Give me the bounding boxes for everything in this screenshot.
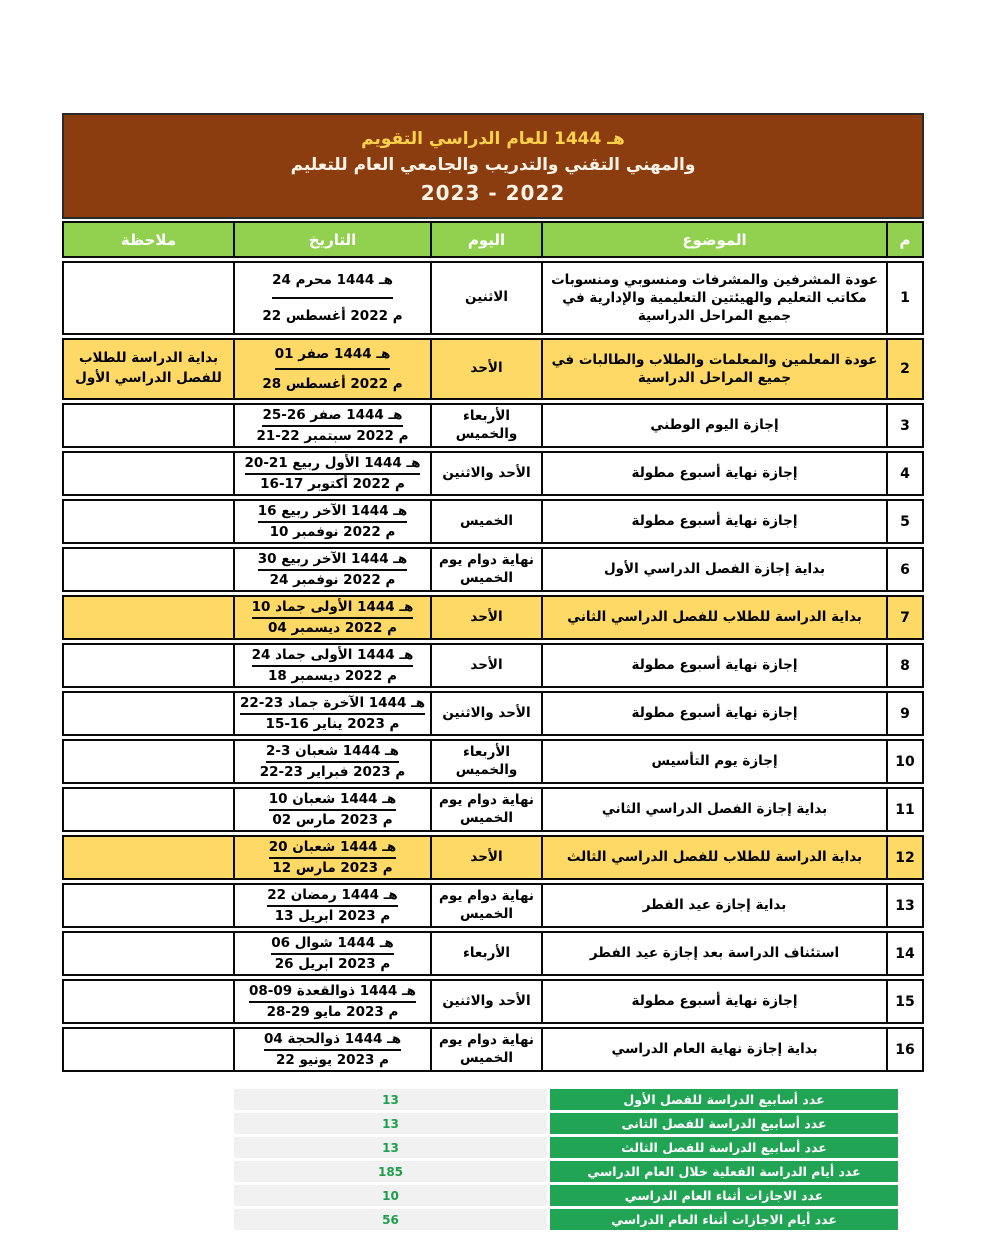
gregorian-date: 24 نوفمبر‎ 2022 م	[269, 572, 396, 589]
date-cell	[233, 885, 430, 926]
row-number: 15	[886, 981, 922, 1022]
day-cell: نهاية دوام يوم الخميس	[430, 885, 541, 926]
note-cell	[64, 645, 233, 686]
page-title: التقويم‎ الدراسي‎ للعام‎ 1444 هـ	[361, 129, 625, 149]
day-cell: الأحد	[430, 340, 541, 398]
subject-cell: إجازة نهاية أسبوع مطولة	[541, 645, 886, 686]
subject-cell: إجازة نهاية أسبوع مطولة	[541, 453, 886, 494]
day-cell: الأحد	[430, 597, 541, 638]
date-cell	[233, 453, 430, 494]
note-cell	[64, 453, 233, 494]
calendar-table	[62, 113, 924, 1233]
subject-cell: إجازة اليوم الوطني	[541, 405, 886, 446]
col-header-date: التاريخ	[233, 223, 430, 256]
summary-row	[234, 1089, 898, 1110]
table-row	[62, 451, 924, 496]
subject-cell: بداية إجازة عيد الفطر	[541, 885, 886, 926]
col-header-num: م	[886, 223, 922, 256]
summary-row	[234, 1113, 898, 1134]
gregorian-date: 28 أغسطس‎ 2022 م	[262, 376, 403, 392]
summary-label: عدد الاجازات أثناء العام الدراسي	[550, 1185, 898, 1206]
summary-value: 10	[234, 1185, 547, 1206]
note-cell: بداية الدراسة للطلاب للفصل الدراسي الأول	[75, 350, 222, 386]
date-cell	[233, 340, 430, 398]
date-cell	[233, 1029, 430, 1070]
hijri-date: 25-26 صفر‎ 1444 هـ	[262, 405, 402, 427]
gregorian-date: 16-17 أكتوبر‎ 2022 م	[260, 476, 405, 493]
summary-row	[234, 1161, 898, 1182]
table-row	[62, 499, 924, 544]
row-number: 11	[886, 789, 922, 830]
gregorian-date: 15-16 يناير‎ 2023 م	[265, 716, 400, 733]
hijri-date: 16 ربيع‎ الآخر‎ 1444 هـ	[258, 501, 408, 523]
day-cell: نهاية دوام يوم الخميس	[430, 789, 541, 830]
row-number: 4	[886, 453, 922, 494]
date-cell	[233, 741, 430, 782]
row-number: 5	[886, 501, 922, 542]
row-number: 16	[886, 1029, 922, 1070]
calendar-rows	[62, 261, 924, 1072]
row-number: 6	[886, 549, 922, 590]
summary-row	[234, 1209, 898, 1230]
day-cell: الأربعاء	[430, 933, 541, 974]
hijri-date: 22-23 جماد‎ الآخرة‎ 1444 هـ	[240, 693, 425, 715]
subject-cell: استئناف الدراسة بعد إجازة عيد الفطر	[541, 933, 886, 974]
day-cell: الأحد والاثنين	[430, 453, 541, 494]
hijri-date: 04 ذوالحجة‎ 1444 هـ	[264, 1029, 401, 1051]
date-cell	[233, 837, 430, 878]
table-row	[62, 1027, 924, 1072]
subject-cell: بداية الدراسة للطلاب للفصل الدراسي الثاني	[541, 597, 886, 638]
hijri-date: 20 شعبان‎ 1444 هـ	[269, 837, 396, 859]
title-years: 2023 - 2022	[420, 181, 566, 205]
day-cell: الأحد والاثنين	[430, 981, 541, 1022]
gregorian-date: 18 ديسمبر‎ 2022 م	[267, 668, 398, 685]
hijri-date: 10 شعبان‎ 1444 هـ	[269, 789, 396, 811]
date-cell	[233, 263, 430, 333]
hijri-date: 22 رمضان‎ 1444 هـ	[267, 885, 398, 907]
gregorian-date: 28-29 مايو‎ 2023 م	[266, 1004, 399, 1021]
summary-value: 56	[234, 1209, 547, 1230]
gregorian-date: 04 ديسمبر‎ 2022 م	[267, 620, 398, 637]
note-cell	[64, 501, 233, 542]
summary-label: عدد أيام الاجازات أثناء العام الدراسي	[550, 1209, 898, 1230]
table-row	[62, 338, 924, 400]
day-cell: الخميس	[430, 501, 541, 542]
note-cell	[64, 597, 233, 638]
row-number: 10	[886, 741, 922, 782]
date-cell	[233, 549, 430, 590]
table-row	[62, 261, 924, 335]
date-cell	[233, 597, 430, 638]
date-cell	[233, 981, 430, 1022]
row-number: 2	[886, 340, 922, 398]
column-header-row	[62, 221, 924, 258]
table-row	[62, 739, 924, 784]
summary-value: 13	[234, 1089, 547, 1110]
date-cell	[233, 789, 430, 830]
hijri-date: 20-21 ربيع‎ الأول‎ 1444 هـ	[245, 453, 421, 475]
note-cell	[64, 981, 233, 1022]
gregorian-date: 12 مارس‎ 2023 م	[272, 860, 393, 877]
table-row	[62, 595, 924, 640]
note-cell	[64, 933, 233, 974]
subject-cell: إجازة نهاية أسبوع مطولة	[541, 981, 886, 1022]
date-cell	[233, 933, 430, 974]
col-header-note: ملاحظة	[120, 230, 177, 249]
table-row	[62, 931, 924, 976]
subject-cell: إجازة نهاية أسبوع مطولة	[541, 693, 886, 734]
note-cell	[64, 693, 233, 734]
table-row	[62, 883, 924, 928]
col-header-day: اليوم	[430, 223, 541, 256]
gregorian-date: 26 ابريل‎ 2023 م	[274, 956, 391, 973]
day-cell: نهاية دوام يوم الخميس	[430, 1029, 541, 1070]
table-row	[62, 691, 924, 736]
hijri-date: 10 جماد‎ الأولى‎ 1444 هـ	[252, 597, 414, 619]
table-row	[62, 643, 924, 688]
day-cell: الأربعاء والخميس	[430, 405, 541, 446]
note-cell	[64, 1029, 233, 1070]
subject-cell: إجازة نهاية أسبوع مطولة	[541, 501, 886, 542]
gregorian-date: 02 مارس‎ 2023 م	[272, 812, 393, 829]
page-subtitle: للتعليم‎ العام‎ والجامعي‎ والتدريب‎ التقني‎ والمهني	[290, 155, 696, 175]
summary-label: عدد أيام الدراسة الفعلية خلال العام الدراسي	[550, 1161, 898, 1182]
note-cell	[64, 741, 233, 782]
gregorian-date: 10 نوفمبر‎ 2022 م	[269, 524, 396, 541]
subject-cell: بداية الدراسة للطلاب للفصل الدراسي الثالث	[541, 837, 886, 878]
gregorian-date: 13 ابريل‎ 2023 م	[274, 908, 391, 925]
hijri-date: 01 صفر‎ 1444 هـ	[275, 340, 391, 370]
row-number: 7	[886, 597, 922, 638]
note-cell	[64, 789, 233, 830]
table-row	[62, 835, 924, 880]
summary-value: 13	[234, 1113, 547, 1134]
table-row	[62, 979, 924, 1024]
date-cell	[233, 405, 430, 446]
row-number: 13	[886, 885, 922, 926]
gregorian-date: 22 يونيو‎ 2023 م	[276, 1052, 389, 1069]
summary-row	[234, 1137, 898, 1158]
row-number: 14	[886, 933, 922, 974]
subject-cell: بداية إجازة الفصل الدراسي الأول	[541, 549, 886, 590]
gregorian-date: 22-23 فبراير‎ 2023 م	[259, 764, 406, 781]
note-cell	[64, 405, 233, 446]
day-cell: نهاية دوام يوم الخميس	[430, 549, 541, 590]
date-cell	[233, 501, 430, 542]
hijri-date: 06 شوال‎ 1444 هـ	[271, 933, 394, 955]
hijri-date: 08-09 ذوالقعدة‎ 1444 هـ	[249, 981, 416, 1003]
day-cell: الأربعاء والخميس	[430, 741, 541, 782]
summary-value: 13	[234, 1137, 547, 1158]
summary-row	[234, 1185, 898, 1206]
hijri-date: 2-3 شعبان‎ 1444 هـ	[266, 741, 399, 763]
date-cell	[233, 693, 430, 734]
hijri-date: 30 ربيع‎ الآخر‎ 1444 هـ	[258, 549, 408, 571]
day-cell: الأحد والاثنين	[430, 693, 541, 734]
row-number: 1	[886, 263, 922, 333]
row-number: 12	[886, 837, 922, 878]
hijri-date: 24 محرم‎ 1444 هـ	[272, 263, 393, 299]
col-header-subject: الموضوع	[541, 223, 886, 256]
summary-label: عدد أسابيع الدراسة للفصل الأول	[550, 1089, 898, 1110]
summary-value: 185	[234, 1161, 547, 1182]
day-cell: الأحد	[430, 837, 541, 878]
subject-cell: عودة المشرفين والمشرفات ومنسوبي ومنسوبات مكاتب التعليم والهيئتين التعليمية والإدارية في جميع المراحل الدراسية	[541, 263, 886, 333]
gregorian-date: 21-22 سبتمبر‎ 2022 م	[256, 428, 409, 445]
row-number: 8	[886, 645, 922, 686]
note-cell	[64, 837, 233, 878]
table-row	[62, 403, 924, 448]
table-row	[62, 547, 924, 592]
date-cell	[233, 645, 430, 686]
subject-cell: بداية إجازة الفصل الدراسي الثاني	[541, 789, 886, 830]
hijri-date: 24 جماد‎ الأولى‎ 1444 هـ	[252, 645, 414, 667]
summary-label: عدد أسابيع الدراسة للفصل الثانى	[550, 1113, 898, 1134]
row-number: 9	[886, 693, 922, 734]
note-cell	[64, 549, 233, 590]
note-cell	[64, 263, 233, 333]
summary-label: عدد أسابيع الدراسة للفصل الثالث	[550, 1137, 898, 1158]
summary-table	[234, 1089, 898, 1230]
note-cell	[64, 885, 233, 926]
table-row	[62, 787, 924, 832]
title-block	[62, 113, 924, 219]
gregorian-date: 22 أغسطس‎ 2022 م	[262, 308, 403, 324]
subject-cell: عودة المعلمين والمعلمات والطلاب والطالبات في جميع المراحل الدراسية	[541, 340, 886, 398]
row-number: 3	[886, 405, 922, 446]
subject-cell: إجازة يوم التأسيس	[541, 741, 886, 782]
day-cell: الاثنين	[430, 263, 541, 333]
subject-cell: بداية إجازة نهاية العام الدراسي	[541, 1029, 886, 1070]
day-cell: الأحد	[430, 645, 541, 686]
